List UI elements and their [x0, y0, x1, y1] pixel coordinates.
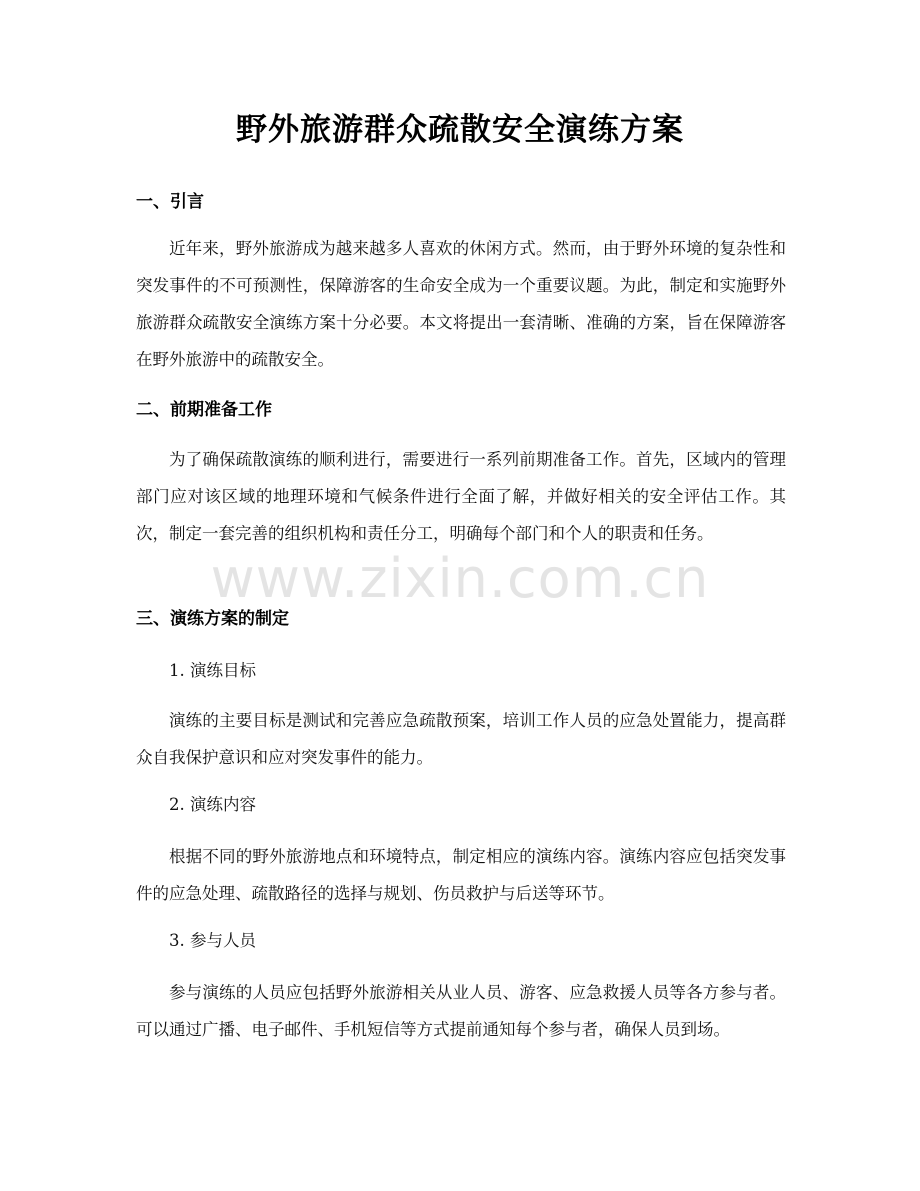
section-heading-intro: 一、引言 — [136, 192, 204, 212]
subsection-label-goal: 1. 演练目标 — [169, 661, 256, 680]
section-paragraph-intro: 近年来，野外旅游成为越来越多人喜欢的休闲方式。然而，由于野外环境的复杂性和突发事件的不可预测性，保障游客的生命安全成为一个重要议题。为此，制定和实施野外旅游群众疏散安全演练方案十分必要。本文将提出一套清晰、准确的方案，旨在保障游客在野外旅游中的疏散安全。 — [136, 239, 786, 369]
section-heading-plan: 三、演练方案的制定 — [136, 609, 289, 629]
document-title: 野外旅游群众疏散安全演练方案 — [236, 112, 684, 148]
section-heading-preparation: 二、前期准备工作 — [136, 400, 272, 420]
subsection-label-participants: 3. 参与人员 — [169, 931, 256, 950]
watermark-text: www.zixin.com.cn — [210, 547, 710, 610]
subsection-paragraph-content: 根据不同的野外旅游地点和环境特点，制定相应的演练内容。演练内容应包括突发事件的应急处理、疏散路径的选择与规划、伤员救护与后送等环节。 — [136, 847, 786, 903]
subsection-label-content: 2. 演练内容 — [169, 795, 256, 814]
section-paragraph-preparation: 为了确保疏散演练的顺利进行，需要进行一系列前期准备工作。首先，区域内的管理部门应对该区域的地理环境和气候条件进行全面了解，并做好相关的安全评估工作。其次，制定一套完善的组织机构和责任分工，明确每个部门和个人的职责和任务。 — [136, 450, 786, 543]
subsection-paragraph-goal: 演练的主要目标是测试和完善应急疏散预案，培训工作人员的应急处置能力，提高群众自我保护意识和应对突发事件的能力。 — [136, 711, 786, 767]
subsection-paragraph-participants: 参与演练的人员应包括野外旅游相关从业人员、游客、应急救援人员等各方参与者。可以通过广播、电子邮件、手机短信等方式提前通知每个参与者，确保人员到场。 — [136, 983, 786, 1039]
